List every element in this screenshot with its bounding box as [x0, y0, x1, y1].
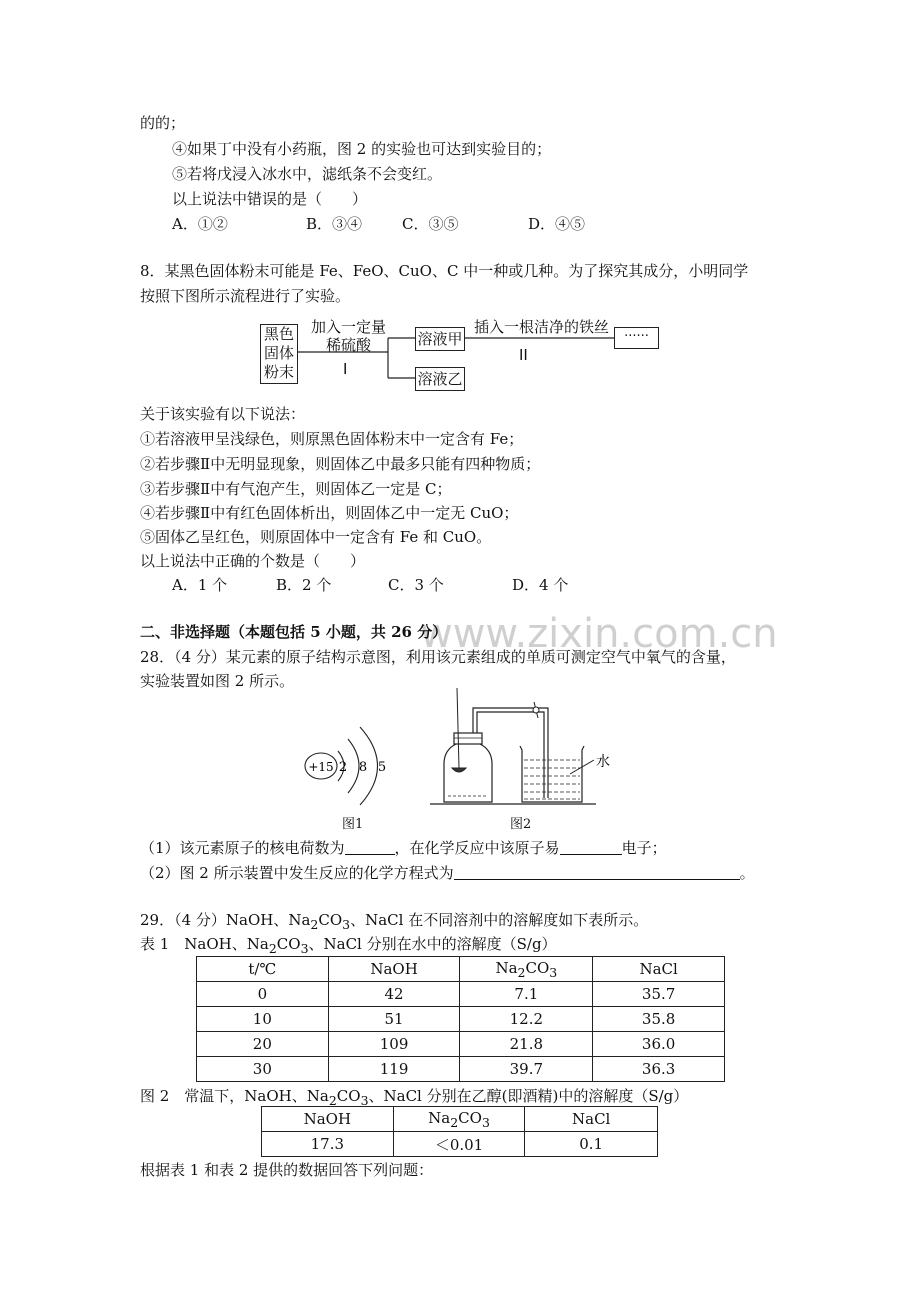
- q29-line-1-b: CO: [318, 911, 343, 929]
- q8-option-a: A．1 个: [172, 576, 228, 594]
- fig1-caption: 图1: [342, 817, 364, 832]
- table1-caption-c: 、NaCl 分别在水中的溶解度（S/g）: [308, 935, 557, 953]
- table-cell: 12.2: [460, 1007, 593, 1032]
- table-cell: 17.3: [262, 1132, 394, 1157]
- q28-part-1: [140, 838, 667, 858]
- table2-header-nacl: NaCl: [525, 1107, 658, 1132]
- table-cell: 20: [197, 1032, 329, 1057]
- shell-arc-2: [348, 739, 359, 793]
- q28-part-2-text-a: （2）图 2 所示装置中发生反应的化学方程式为: [140, 864, 454, 882]
- q7-statement-5: ⑤若将戊浸入冰水中，滤纸条不会变红。: [172, 165, 443, 183]
- table-cell: 119: [328, 1057, 460, 1082]
- table-2: [261, 1106, 658, 1157]
- table-cell: 10: [197, 1007, 329, 1032]
- q8-question: 以上说法中正确的个数是（ ）: [140, 552, 366, 570]
- table-cell: 109: [328, 1032, 460, 1057]
- q7-statement-4: ④如果丁中没有小药瓶，图 2 的实验也可达到实验目的；: [172, 140, 552, 158]
- q28-part-1-text-b: ，在化学反应中该原子易: [394, 839, 560, 857]
- q7-option-b: B．③④: [306, 215, 363, 233]
- q8-line-1: 8．某黑色固体粉末可能是 Fe、FeO、CuO、C 中一种或几种。为了探究其成分，小明同学: [140, 262, 749, 280]
- q29-closing-line: 根据表 1 和表 2 提供的数据回答下列问题：: [140, 1161, 434, 1179]
- sub-3: 3: [300, 941, 309, 956]
- answer-blank-equation[interactable]: [454, 863, 740, 880]
- q8-option-c: C．3 个: [388, 576, 444, 594]
- table-cell: ＜0.01: [393, 1132, 525, 1157]
- q28-line-1: 28．（4 分）某元素的原子结构示意图，利用该元素组成的单质可测定空气中氧气的含量，: [140, 648, 736, 666]
- table-row: [197, 982, 725, 1007]
- q7-option-a: A．①②: [172, 215, 228, 233]
- answer-blank-charge[interactable]: [345, 838, 395, 855]
- table-row: [197, 1032, 725, 1057]
- table-cell: 35.7: [593, 982, 725, 1007]
- table2-caption-b: CO: [336, 1087, 361, 1105]
- table-cell: 36.0: [593, 1032, 725, 1057]
- sub-2: 2: [268, 941, 277, 956]
- shell-electrons-2: 8: [358, 760, 368, 775]
- burning-spoon: [452, 768, 466, 772]
- q29-line-1-c: 、NaCl 在不同溶剂中的溶解度如下表所示。: [350, 911, 649, 929]
- q8-statement-1: ①若溶液甲呈浅绿色，则原黑色固体粉末中一定含有 Fe；: [140, 430, 524, 448]
- ignition-rod: [457, 688, 459, 768]
- table-row: [262, 1132, 658, 1157]
- flow-solution-a: 溶液甲: [415, 327, 465, 351]
- q28-part-1-text-a: （1）该元素原子的核电荷数为: [140, 839, 345, 857]
- table1-header-row: [197, 957, 725, 982]
- table-row: [197, 1057, 725, 1082]
- table1-header-temp: t/℃: [197, 957, 329, 982]
- table1-header-nacl: NaCl: [593, 957, 725, 982]
- answer-blank-electron[interactable]: [560, 838, 622, 855]
- water-label: 水: [596, 754, 610, 770]
- table-cell: 0.1: [525, 1132, 658, 1157]
- q7-line-1: 的的；: [140, 114, 186, 132]
- sub-3: 3: [360, 1093, 369, 1108]
- atom-diagram: [300, 715, 410, 820]
- shell-electrons-3: 5: [377, 760, 387, 775]
- q8-statement-2: ②若步骤Ⅱ中无明显现象，则固体乙中最多只能有四种物质；: [140, 455, 541, 473]
- q7-option-d: D．④⑤: [528, 215, 586, 233]
- delivery-tube: [473, 708, 548, 798]
- q29-line-1: [140, 910, 648, 935]
- table-cell: 36.3: [593, 1057, 725, 1082]
- q8-option-b: B．2 个: [276, 576, 332, 594]
- table2-caption-c: 、NaCl 分别在乙醇(即酒精)中的溶解度（S/g）: [368, 1087, 689, 1105]
- flow-solution-b: 溶液乙: [415, 367, 465, 391]
- flask: [444, 744, 492, 802]
- table-cell: 42: [328, 982, 460, 1007]
- table-cell: 0: [197, 982, 329, 1007]
- flow-step1-number: I: [343, 360, 348, 378]
- sub-2: 2: [310, 917, 319, 932]
- q28-line-2: 实验装置如图 2 所示。: [140, 672, 295, 690]
- flow-start-box: [260, 324, 298, 384]
- table-cell: 30: [197, 1057, 329, 1082]
- table1-caption-b: CO: [276, 935, 301, 953]
- q28-part-2: [140, 863, 755, 883]
- watermark: www.zixin.com.cn: [420, 611, 778, 657]
- table-cell: 21.8: [460, 1032, 593, 1057]
- flow-start-line-3: 粉末: [263, 363, 294, 381]
- fig2-caption: 图2: [510, 817, 532, 832]
- q8-intro: 关于该实验有以下说法：: [140, 405, 306, 423]
- nucleus-charge: +15: [308, 760, 334, 774]
- table-cell: 39.7: [460, 1057, 593, 1082]
- flow-start-line-2: 固体: [263, 344, 294, 362]
- table-cell: 35.8: [593, 1007, 725, 1032]
- table-cell: 7.1: [460, 982, 593, 1007]
- flow-end-box: ······: [614, 327, 659, 349]
- q8-statement-4: ④若步骤Ⅱ中有红色固体析出，则固体乙中一定无 CuO；: [140, 504, 519, 522]
- beaker: [520, 746, 584, 802]
- table1-caption-a: 表 1 NaOH、Na: [140, 935, 269, 953]
- sub-3: 3: [342, 917, 351, 932]
- table-1: [196, 956, 725, 1082]
- table-row: [197, 1007, 725, 1032]
- q29-line-1-a: 29．（4 分）NaOH、Na: [140, 911, 311, 929]
- table2-header-naoh: NaOH: [262, 1107, 394, 1132]
- table-cell: 51: [328, 1007, 460, 1032]
- shell-electrons-1: 2: [338, 760, 348, 775]
- q7-question: 以上说法中错误的是（ ）: [172, 190, 368, 208]
- q8-options: [172, 575, 568, 595]
- table1-header-naoh: NaOH: [328, 957, 460, 982]
- flow-step1-bottom: 稀硫酸: [326, 336, 372, 354]
- flow-step2-number: II: [519, 346, 528, 364]
- flow-step1-top: 加入一定量: [311, 318, 387, 336]
- q8-statement-5: ⑤固体乙呈红色，则原固体中一定含有 Fe 和 CuO。: [140, 528, 492, 546]
- q28-part-2-text-b: 。: [739, 864, 755, 882]
- flow-start-line-1: 黑色: [263, 325, 294, 343]
- q7-option-c: C．③⑤: [402, 215, 459, 233]
- table2-header-row: [262, 1107, 658, 1132]
- q8-line-2: 按照下图所示流程进行了实验。: [140, 287, 351, 305]
- q8-option-d: D．4 个: [512, 576, 569, 594]
- table2-header-na2co3: $Na_2CO_3$: [393, 1107, 525, 1132]
- sub-2: 2: [328, 1093, 337, 1108]
- flow-step2-label: 插入一根洁净的铁丝: [474, 318, 610, 336]
- table2-caption-a: 图 2 常温下，NaOH、Na: [140, 1087, 329, 1105]
- section-title: 二、非选择题（本题包括 5 小题，共 26 分）: [140, 623, 448, 641]
- q8-statement-3: ③若步骤Ⅱ中有气泡产生，则固体乙一定是 C；: [140, 480, 452, 498]
- q28-part-1-text-c: 电子；: [621, 839, 667, 857]
- apparatus-diagram: [430, 688, 630, 810]
- table1-header-na2co3: $Na_2CO_3$: [460, 957, 593, 982]
